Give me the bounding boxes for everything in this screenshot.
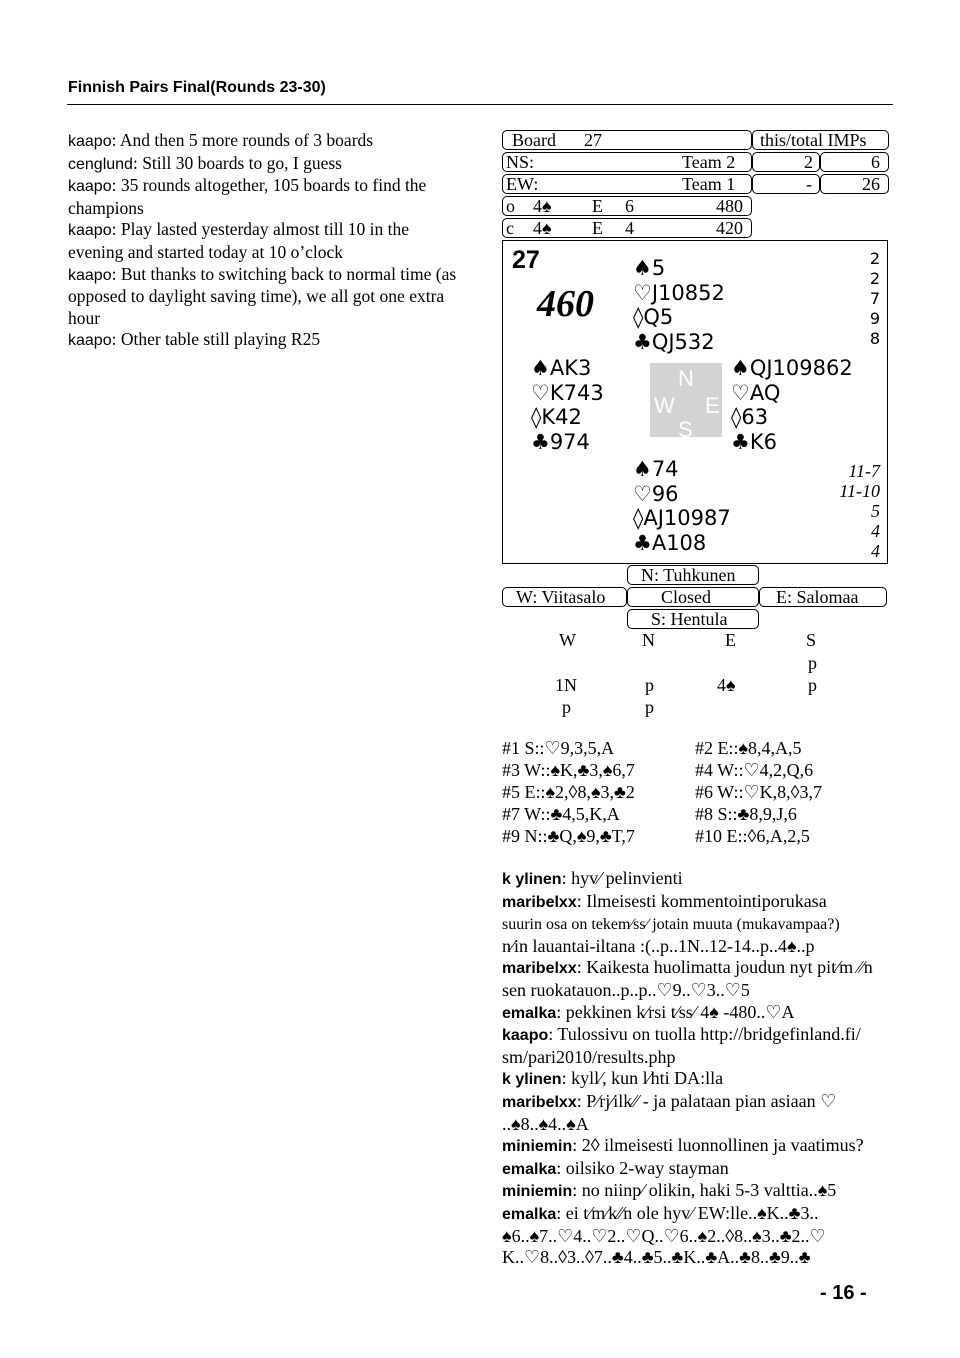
- chat-line: [68, 175, 468, 219]
- chat-line: [68, 153, 468, 176]
- board-number: 27: [584, 130, 602, 150]
- chat-line: [68, 219, 468, 263]
- south-hand: [633, 457, 731, 555]
- bid: 4♠: [717, 675, 736, 695]
- speaker: kaapo: [68, 133, 112, 150]
- imps-label: this/total IMPs: [760, 130, 867, 150]
- west-hand: [531, 356, 604, 454]
- bid: p: [645, 675, 654, 695]
- chat-line: [68, 130, 468, 153]
- west-spades: ♠AK3: [531, 356, 592, 380]
- ns-total: 6: [871, 152, 880, 172]
- right-chat: [502, 868, 897, 1269]
- ew-imp: -: [806, 174, 812, 194]
- chat-line: miniemin: no niinp⁄ olikin, haki 5-3 valttia..♠5: [502, 1180, 837, 1201]
- east-spades: ♠QJ109862: [731, 356, 853, 380]
- south-hearts: ♡96: [633, 481, 679, 506]
- score-column: 2 2 7 9 8: [869, 249, 880, 348]
- open-score: 480: [716, 196, 743, 216]
- player-south: S: Hentula: [651, 609, 728, 629]
- west-clubs: ♣974: [531, 429, 590, 454]
- chat-line: n⁄in lauantai-iltana :(..p..1N..12-14..p..4♠..p: [502, 935, 815, 956]
- message: : Other table still playing R25: [111, 329, 321, 350]
- score-italic-column: 11-7 11-10 5 4 4: [839, 461, 880, 561]
- message: : But thanks to switching back to normal time (as opposed to daylight saving time), we all got one extra hour: [68, 263, 457, 328]
- north-clubs: ♣QJ532: [633, 329, 715, 354]
- closed-score: 420: [716, 218, 743, 238]
- compass-south: S: [678, 417, 693, 442]
- bid: p: [562, 697, 571, 717]
- message: : And then 5 more rounds of 3 boards: [111, 130, 374, 150]
- south-clubs: ♣A108: [633, 530, 707, 555]
- chat-line: k ylinen: kyll⁄, kun l⁄hti DA:lla: [502, 1068, 724, 1089]
- closed-declarer: E: [592, 218, 603, 238]
- diagram-score: 460: [537, 283, 594, 325]
- east-clubs: ♣K6: [731, 429, 777, 454]
- ns-label: NS:: [506, 152, 535, 172]
- west-diamonds: ◊K42: [531, 405, 582, 429]
- compass-west: W: [654, 393, 675, 418]
- open-tricks: 6: [625, 196, 634, 216]
- north-hand: [633, 256, 725, 354]
- closed-tricks: 4: [625, 218, 634, 238]
- player-west: W: Viitasalo: [516, 587, 606, 607]
- room-label: Closed: [661, 587, 712, 607]
- ns-imp: 2: [804, 152, 813, 172]
- chat-line: emalka: ei t⁄m⁄k⁄⁄n ole hyv⁄ EW:lle..♠K..♣3.. ♠6..♠7..♡4..♡2..♡Q..♡6..♠2..◊8..♠3..♣2..♡ K..♡8..◊3..◊7..♣4..♣5..♣K..♣A..♣8..♣9..♣: [502, 1202, 826, 1268]
- speaker: cenglund: [68, 155, 133, 173]
- speaker: kaapo: [68, 332, 112, 350]
- open-declarer: E: [592, 196, 603, 216]
- chat-line: [68, 264, 468, 330]
- ns-team: Team 2: [682, 152, 736, 172]
- chat-line: emalka: oilsiko 2-way stayman: [502, 1157, 729, 1178]
- diagram-board-number: 27: [512, 246, 540, 274]
- south-diamonds: ◊AJ10987: [633, 506, 731, 530]
- bid: p: [808, 653, 817, 673]
- chat-line: miniemin: 2◊ ilmeisesti luonnollinen ja vaatimus?: [502, 1135, 864, 1156]
- speaker: kaapo: [68, 266, 112, 284]
- bid: 1N: [555, 675, 577, 695]
- player-north: N: Tuhkunen: [641, 565, 736, 585]
- chat-line: maribelxx: Kaikesta huolimatta joudun nyt pit⁄m ⁄⁄n sen ruokatauon..p..p..♡9..♡3..♡5: [502, 957, 873, 1000]
- ew-label: EW:: [506, 174, 539, 194]
- closed-code: c: [506, 218, 514, 238]
- chat-line: kaapo: Tulossivu on tuolla http://bridgefinland.fi/ sm/pari2010/results.php: [502, 1024, 861, 1067]
- south-spades: ♠74: [633, 457, 679, 481]
- ew-team: Team 1: [682, 174, 736, 194]
- chat-line: maribelxx: Ilmeisesti kommentointiporukasa: [502, 890, 827, 911]
- chat-line: k ylinen: hyv⁄ pelinvienti: [502, 868, 683, 888]
- message: : 35 rounds altogether, 105 boards to find the champions: [68, 175, 427, 218]
- message: : Play lasted yesterday almost till 10 in the evening and started today at 10 o’clock: [68, 219, 410, 262]
- compass-east: E: [705, 393, 720, 418]
- north-hearts: ♡J10852: [633, 280, 725, 305]
- east-diamonds: ◊63: [731, 405, 769, 429]
- chat-line: [68, 329, 468, 352]
- left-chat: [68, 130, 468, 352]
- compass-north: N: [678, 366, 694, 391]
- chat-line: suurin osa on tekem⁄ss⁄ jotain muuta (mukavampaa?): [502, 916, 840, 934]
- north-spades: ♠5: [633, 256, 666, 280]
- player-east: E: Salomaa: [776, 587, 859, 607]
- speaker: kaapo: [68, 222, 112, 240]
- east-hearts: ♡AQ: [731, 380, 781, 405]
- page-number: - 16 -: [820, 1282, 867, 1304]
- ew-total: 26: [862, 174, 880, 194]
- east-hand: [731, 356, 853, 454]
- open-code: o: [506, 196, 515, 216]
- west-hearts: ♡K743: [531, 380, 604, 405]
- chat-line: emalka: pekkinen k⁄rsi t⁄ss⁄ 4♠ -480..♡A: [502, 1001, 795, 1022]
- bid: p: [645, 697, 654, 717]
- open-contract: 4♠: [533, 196, 552, 216]
- closed-contract: 4♠: [533, 218, 552, 238]
- chat-line: maribelxx: P⁄rj⁄ilk⁄⁄ - ja palataan pian asiaan ♡ ..♠8..♠4..♠A: [502, 1090, 837, 1134]
- message: : Still 30 boards to go, I guess: [132, 152, 342, 173]
- board-label: Board: [512, 130, 556, 150]
- speaker: kaapo: [68, 178, 112, 196]
- bid: p: [808, 675, 817, 695]
- page-header: Finnish Pairs Final(Rounds 23-30): [68, 79, 326, 96]
- north-diamonds: ◊Q5: [633, 305, 674, 329]
- header-rule: [67, 104, 893, 105]
- compass-box: [650, 363, 722, 442]
